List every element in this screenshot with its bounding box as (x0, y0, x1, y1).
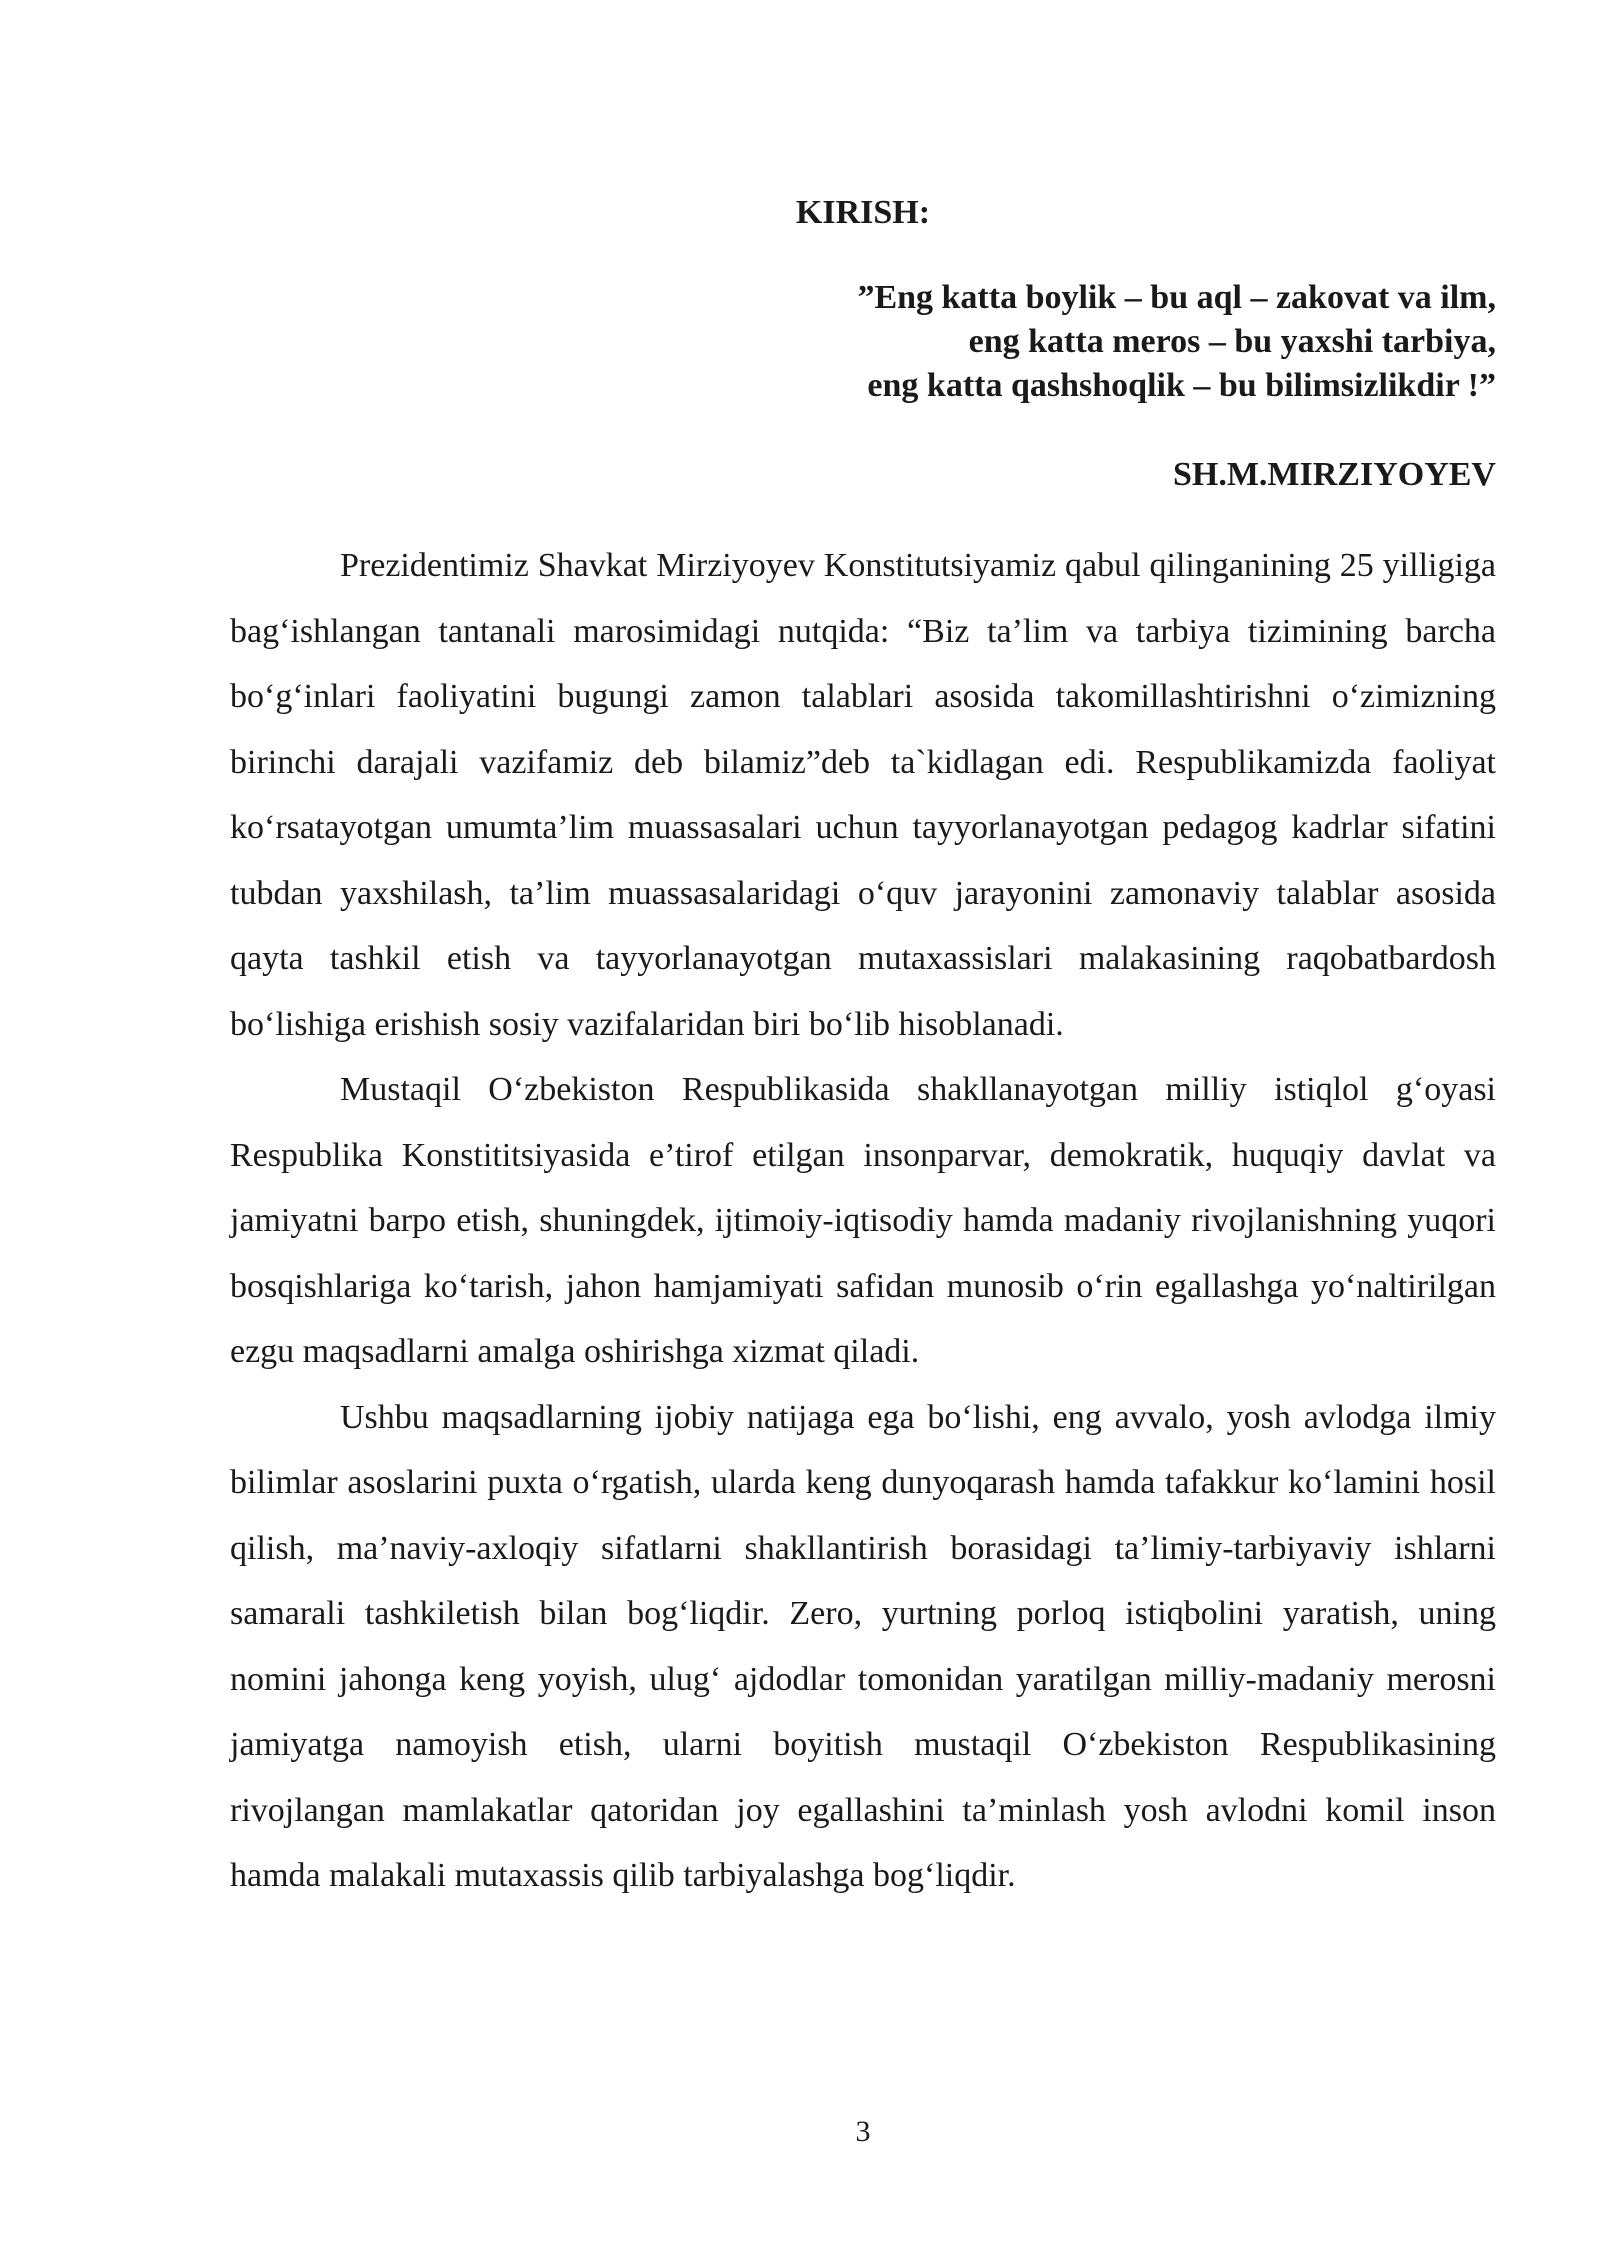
epigraph-line: ”Eng katta boylik – bu aql – zakovat va ilm, (857, 279, 1496, 316)
epigraph-quote (596, 276, 1496, 408)
paragraph: Mustaqil O‘zbekiston Respublikasida shakllanayotgan milliy istiqlol g‘oyasi Respublika Konstititsiyasida e’tirof etilgan insonparvar, demokratik, huquqiy davlat va jamiyatni barpo etish, shuningdek, ijtimoiy-iqtisodiy hamda madaniy rivojlanishning yuqori bosqishlariga ko‘tarish, jahon hamjamiyati safidan munosib o‘rin egallashga yo‘naltirilgan ezgu maqsadlarni amalga oshirishga xizmat qiladi. (230, 1071, 1496, 1370)
paragraph: Prezidentimiz Shavkat Mirziyoyev Konstitutsiyamiz qabul qilinganining 25 yilligiga bag‘ishlangan tantanali marosimidagi nutqida: “Biz ta’lim va tarbiya tizimining barcha bo‘g‘inlari faoliyatini bugungi zamon talablari asosida takomillashtirishni o‘zimizning birinchi darajali vazifamiz deb bilamiz”deb ta`kidlagan edi. Respublikamizda faoliyat ko‘rsatayotgan umumta’lim muassasalari uchun tayyorlanayotgan pedagog kadrlar sifatini tubdan yaxshilash, ta’lim muassasalaridagi o‘quv jarayonini zamonaviy talablar asosida qayta tashkil etish va tayyorlanayotgan mutaxassislari malakasining raqobatbardosh bo‘lishiga erishish sosiy vazifalaridan biri bo‘lib hisoblanadi. (230, 547, 1496, 1043)
paragraph: Ushbu maqsadlarning ijobiy natijaga ega bo‘lishi, eng avvalo, yosh avlodga ilmiy bilimlar asoslarini puxta o‘rgatish, ularda keng dunyoqarash hamda tafakkur ko‘lamini hosil qilish, ma’naviy-axloqiy sifatlarni shakllantirish borasidagi ta’limiy-tarbiyaviy ishlarni samarali tashkiletish bilan bog‘liqdir. Zero, yurtning porloq istiqbolini yaratish, uning nomini jahonga keng yoyish, ulug‘ ajdodlar tomonidan yaratilgan milliy-madaniy merosni jamiyatga namoyish etish, ularni boyitish mustaqil O‘zbekiston Respublikasining rivojlangan mamlakatlar qatoridan joy egallashini ta’minlash yosh avlodni komil inson hamda malakali mutaxassis qilib tarbiyalashga bog‘liqdir. (230, 1398, 1496, 1894)
page-number: 3 (855, 2115, 871, 2148)
body-text (230, 533, 1496, 1909)
epigraph-line: eng katta qashshoqlik – bu bilimsizlikdir !” (867, 367, 1496, 404)
epigraph-line: eng katta meros – bu yaxshi tarbiya, (968, 323, 1496, 360)
section-heading: KIRISH: (795, 194, 931, 231)
epigraph-author: SH.M.MIRZIYOYEV (1172, 456, 1496, 493)
document-page (230, 0, 1496, 2262)
